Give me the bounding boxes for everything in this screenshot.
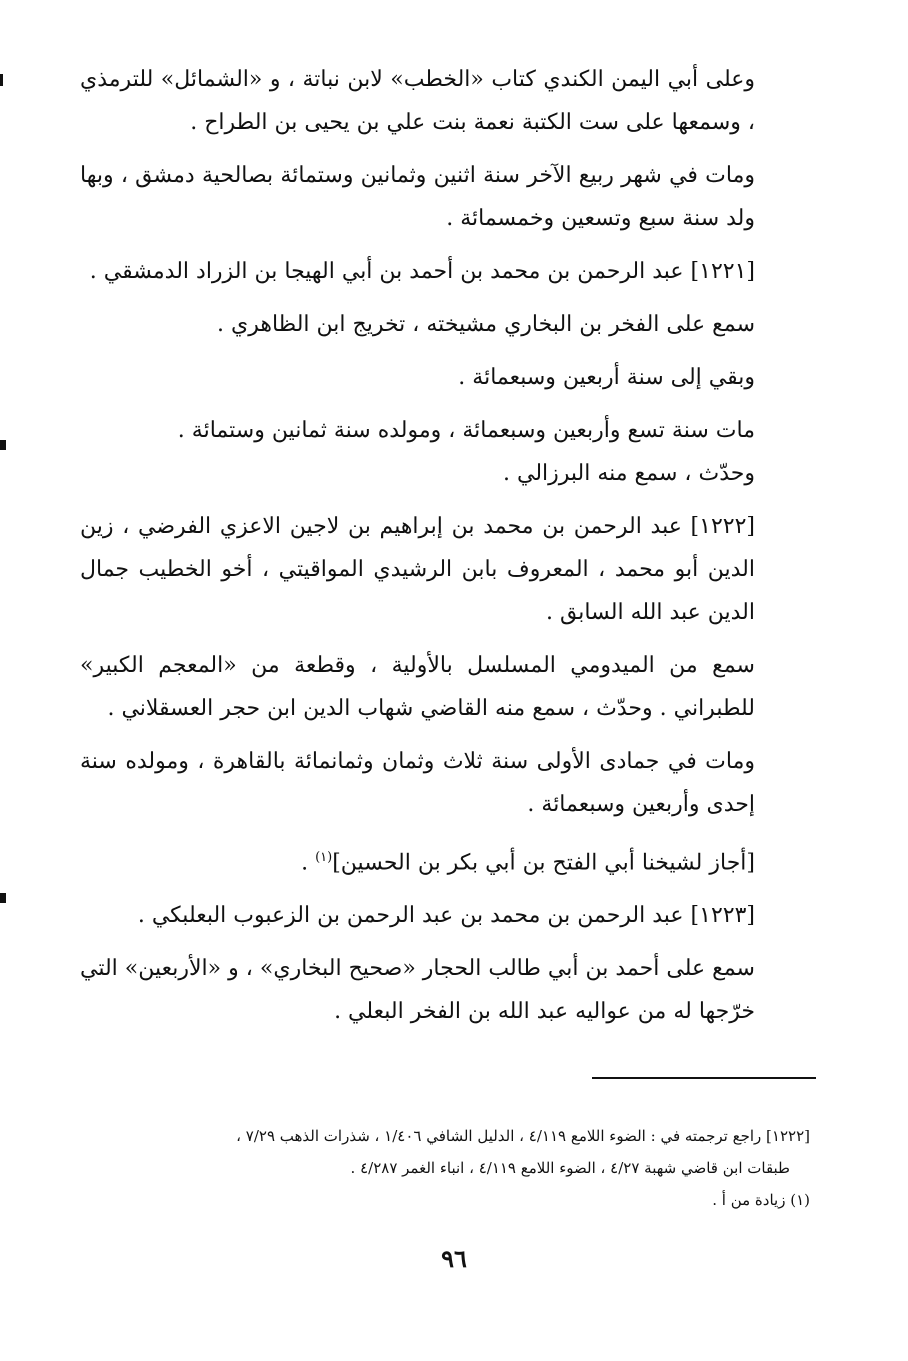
main-text [80,58,815,1043]
paragraph-with-footnote [80,836,815,884]
biography-entry-heading: [١٢٢١] عبد الرحمن بن محمد بن أحمد بن أبي الهيجا بن الزراد الدمشقي . [89,259,755,284]
footnote-line: طبقات ابن قاضي شهبة ٤/٢٧ ، الضوء اللامع ٤/١١٩ ، انباء الغمر ٤/٢٨٧ . [350,1159,790,1177]
scan-edge-mark [0,74,3,86]
footnote-line: (١) زيادة من أ . [712,1191,810,1209]
paragraph: سمع من الميدومي المسلسل بالأولية ، وقطعة من «المعجم الكبير» للطبراني . وحدّث ، سمع منه القاضي شهاب الدين ابن حجر العسقلاني . [80,653,755,721]
biography-entry-heading: [١٢٢٢] عبد الرحمن بن محمد بن إبراهيم بن لاجين الاعزي الفرضي ، زين الدين أبو محمد ، المعروف بابن الرشيدي المواقيتي ، أخو الخطيب جمال الدين عبد الله السابق . [80,514,755,625]
footnote-separator [592,1077,816,1079]
paragraph: مات سنة تسع وأربعين وسبعمائة ، ومولده سنة ثمانين وستمائة . [177,418,755,443]
scan-edge-mark [0,440,6,450]
scan-edge-mark [0,893,6,903]
paragraph: ومات في شهر ربيع الآخر سنة اثنين وثمانين وستمائة بصالحية دمشق ، وبها ولد سنة سبع وتسعين وخمسمائة . [80,163,755,231]
footnote-line: [١٢٢٢] راجع ترجمته في : الضوء اللامع ٤/١١٩ ، الدليل الشافي ١/٤٠٦ ، شذرات الذهب ٧/٢٩ ، [236,1127,810,1145]
paragraph: سمع على الفخر بن البخاري مشيخته ، تخريج ابن الظاهري . [217,312,755,337]
footnotes [88,1120,810,1216]
biography-entry-heading: [١٢٢٣] عبد الرحمن بن محمد بن عبد الرحمن بن الزعبوب البعلبكي . [137,903,755,929]
bracketed-addition: [أجاز لشيخنا أبي الفتح بن أبي بكر بن الحسين] [332,850,755,876]
paragraph: سمع على أحمد بن أبي طالب الحجار «صحيح البخاري» ، و «الأربعين» التي خرّجها له من عواليه عبد الله بن الفخر البعلي . [80,956,755,1025]
footnote-reference: (١) [315,850,333,865]
paragraph: وحدّث ، سمع منه البرزالي . [503,461,755,486]
page-number: ٩٦ [441,1244,467,1273]
period: . [301,850,316,876]
paragraph: وبقي إلى سنة أربعين وسبعمائة . [458,365,755,390]
paragraph: وعلى أبي اليمن الكندي كتاب «الخطب» لابن نباتة ، و «الشمائل» للترمذي ، وسمعها على ست الكتبة نعمة بنت علي بن يحيى بن الطراح . [80,67,755,135]
paragraph: ومات في جمادى الأولى سنة ثلاث وثمان وثمانمائة بالقاهرة ، ومولده سنة إحدى وأربعين وسبعمائة . [80,749,755,817]
